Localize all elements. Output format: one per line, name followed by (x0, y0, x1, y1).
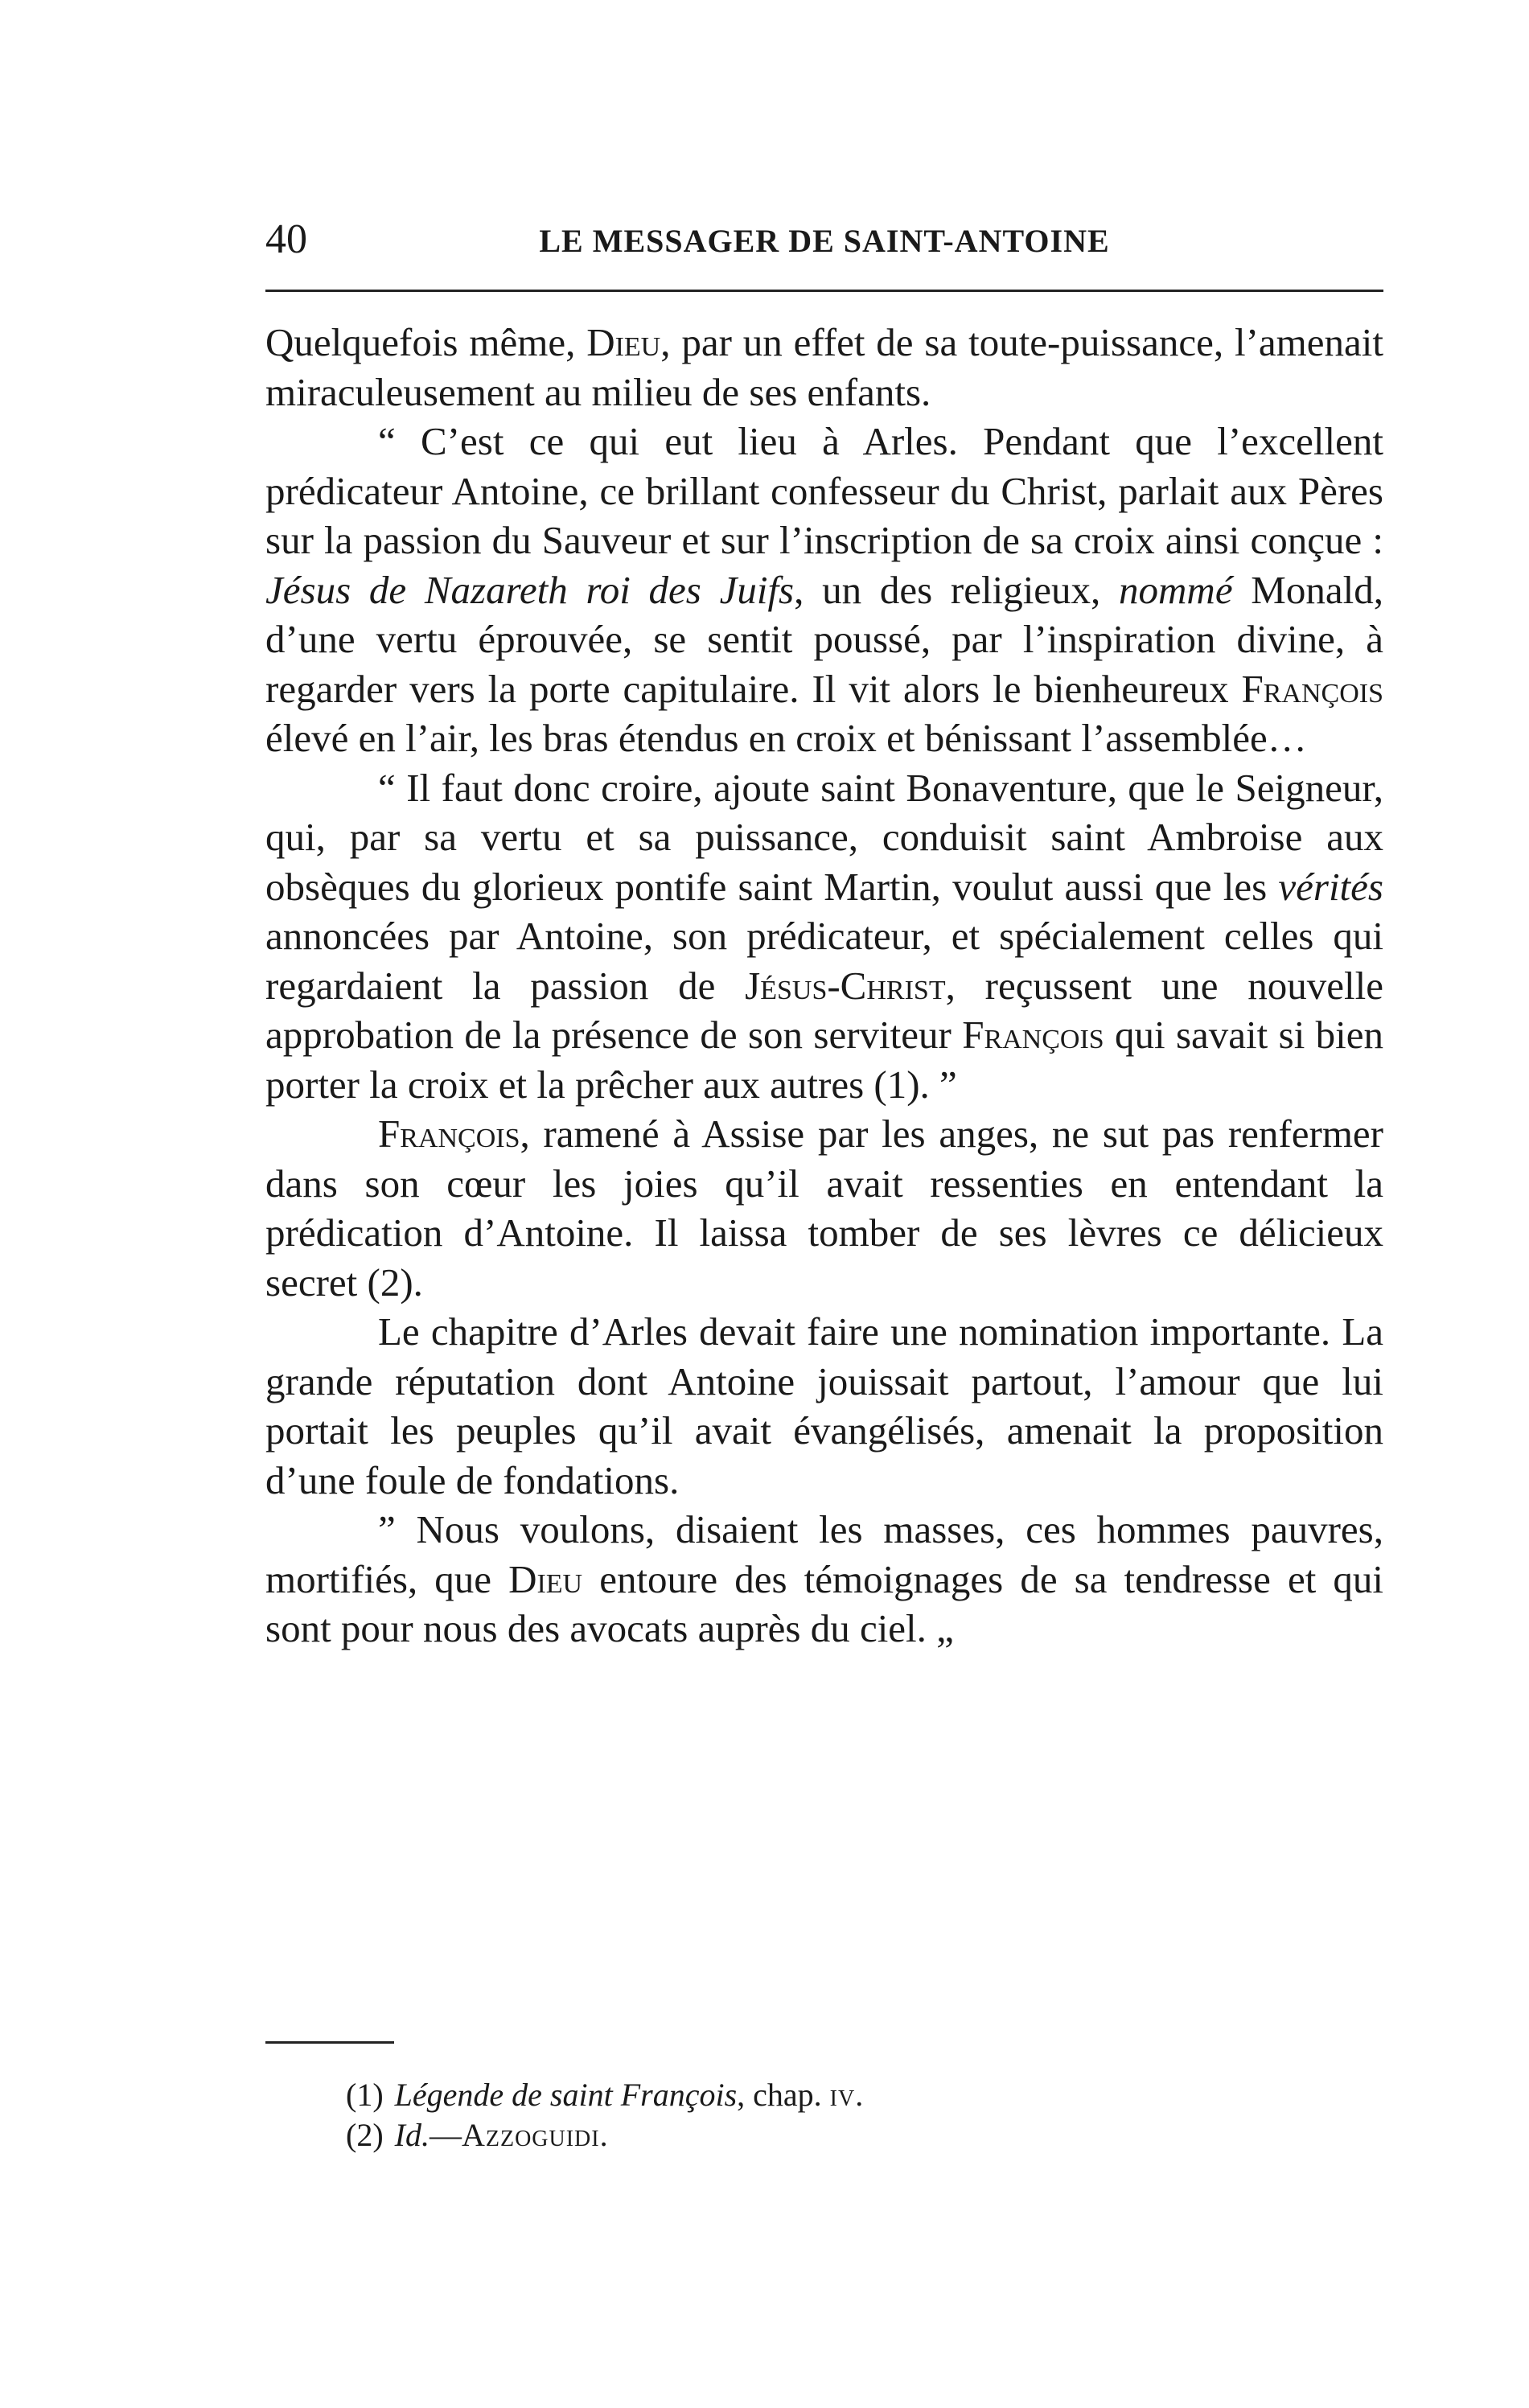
text-segment: , un des religieux, (794, 567, 1120, 612)
text-segment: entoure des témoignages de sa tendresse et qui sont pour nous des avocats auprès du ciel. „ (265, 1556, 1384, 1650)
text-segment: “ C’est ce qui eut lieu à Arles. Pendant que l’excellent prédicateur Antoine, ce brillant confesseur du Christ, parlait aux Pères sur la passion du Sauveur et sur l’inscription de sa croix ainsi conçue : (265, 419, 1383, 562)
footnote-text: , chap. (737, 2077, 830, 2113)
text-segment: “ Il faut donc croire, ajoute saint Bonaventure, que le Seigneur, qui, par sa vertu et sa puissance, conduisit saint Ambroise aux obsèques du glorieux pontife saint Martin, voulut aussi que les (265, 765, 1383, 909)
footnote-text: . (855, 2077, 864, 2113)
body-text (265, 318, 1383, 1654)
text-segment: Quelquefois même, (265, 320, 587, 364)
footnotes (346, 2075, 1311, 2155)
footnote-text: . (599, 2117, 608, 2153)
footnote-text: Azzoguidi (461, 2117, 600, 2153)
paragraph (265, 1307, 1383, 1505)
small-caps-text: François (378, 1112, 520, 1156)
text-segment: , par un effet de sa toute-puissance, l’amenait miraculeusement au milieu de ses enfants. (265, 320, 1383, 414)
footnote (346, 2075, 1311, 2115)
paragraph (265, 1505, 1383, 1654)
text-segment: , ramené à Assise par les anges, ne sut pas renfermer dans son cœur les joies qu’il avait ressenties en entendant la prédication d’Antoine. Il laissa tomber de ses lèvres ce délicieux secret (2). (265, 1112, 1383, 1305)
small-caps-text: Jésus-Christ (745, 963, 946, 1008)
footnote-text: iv (829, 2077, 856, 2113)
footnote-text: Légende de saint François (394, 2077, 738, 2113)
header-rule (265, 290, 1383, 292)
paragraph (265, 763, 1383, 1110)
text-segment: ” Nous voulons, disaient les masses, ces hommes pauvres, mortifiés, que (265, 1507, 1383, 1601)
small-caps-text: François (962, 1013, 1104, 1057)
italic-text: vérités (1278, 864, 1383, 909)
small-caps-text: Dieu (508, 1556, 583, 1601)
page-header (265, 216, 1383, 272)
small-caps-text: François (1241, 666, 1383, 711)
running-title: LE MESSAGER DE SAINT-ANTOINE (539, 223, 1110, 259)
footnote (346, 2115, 1311, 2155)
page-number: 40 (265, 216, 307, 262)
text-segment: Le chapitre d’Arles devait faire une nomination importante. La grande réputation dont Antoine jouissait partout, l’amour que lui portait les peuples qu’il avait évangélisés, amenait la proposition d’une foule de fondations. (265, 1309, 1383, 1502)
footnote-text: — (429, 2117, 462, 2153)
footnote-mark: (2) (346, 2117, 384, 2153)
small-caps-text: Dieu (586, 320, 661, 364)
text-segment: qui savait si bien porter la croix et la prêcher aux autres (1). ” (265, 1013, 1384, 1107)
footnote-rule (265, 2041, 394, 2044)
footnote-mark: (1) (346, 2077, 384, 2113)
text-segment: Monald, d’une vertu éprouvée, se sentit poussé, par l’inspiration divine, à regarder vers la porte capitulaire. Il vit alors le bienheureux (265, 567, 1383, 711)
text-segment: élevé en l’air, les bras étendus en croix et bénissant l’assemblée… (265, 716, 1307, 760)
paragraph (265, 417, 1383, 763)
text-segment: , reçussent une nouvelle approbation de la présence de son serviteur (265, 963, 1384, 1057)
footnote-text: Id. (394, 2117, 430, 2153)
paragraph (265, 318, 1383, 417)
paragraph (265, 1109, 1383, 1307)
italic-text: Jésus de Nazareth roi des Juifs (265, 567, 795, 612)
italic-text: nommé (1119, 567, 1233, 612)
text-segment: annoncées par Antoine, son prédicateur, et spécialement celles qui regardaient la passion de (265, 914, 1383, 1008)
